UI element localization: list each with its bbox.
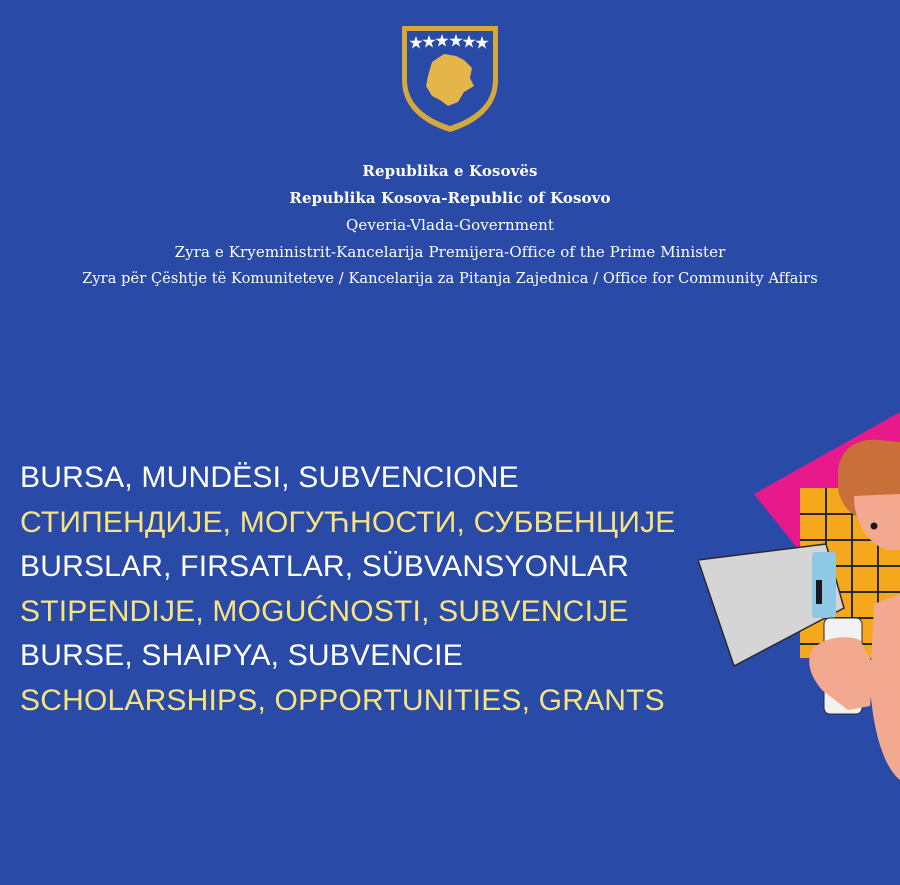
header-line-government: Qeveria-Vlada-Government [346, 216, 554, 234]
multilingual-terms [20, 456, 676, 723]
terms-turkish: BURSLAR, FIRSATLAR, SÜBVANSYONLAR [20, 550, 629, 583]
terms-english: SCHOLARSHIPS, OPPORTUNITIES, GRANTS [20, 683, 665, 717]
terms-bosnian: STIPENDIJE, MOGUĆNOSTI, SUBVENCIJE [20, 594, 629, 628]
header-line-republic-serbian-english: Republika Kosova-Republic of Kosovo [289, 189, 611, 207]
megaphone-illustration [698, 404, 900, 784]
header-line-prime-minister-office: Zyra e Kryeministrit-Kancelarija Premijera-Office of the Prime Minister [174, 243, 726, 261]
terms-serbian-cyrillic: СТИПЕНДИЈЕ, МОГУЋНОСТИ, СУБВЕНЦИЈЕ [20, 505, 676, 539]
kosovo-coat-of-arms-icon [398, 22, 502, 134]
header-line-republic-albanian: Republika e Kosovës [362, 162, 538, 180]
government-header [0, 158, 900, 293]
terms-albanian: BURSA, MUNDËSI, SUBVENCIONE [20, 461, 519, 494]
header-line-community-affairs-office: Zyra për Çështje të Komuniteteve / Kancelarija za Pitanja Zajednica / Office for Community Affairs [82, 271, 818, 287]
terms-romani: BURSE, SHAIPYA, SUBVENCIE [20, 639, 463, 672]
